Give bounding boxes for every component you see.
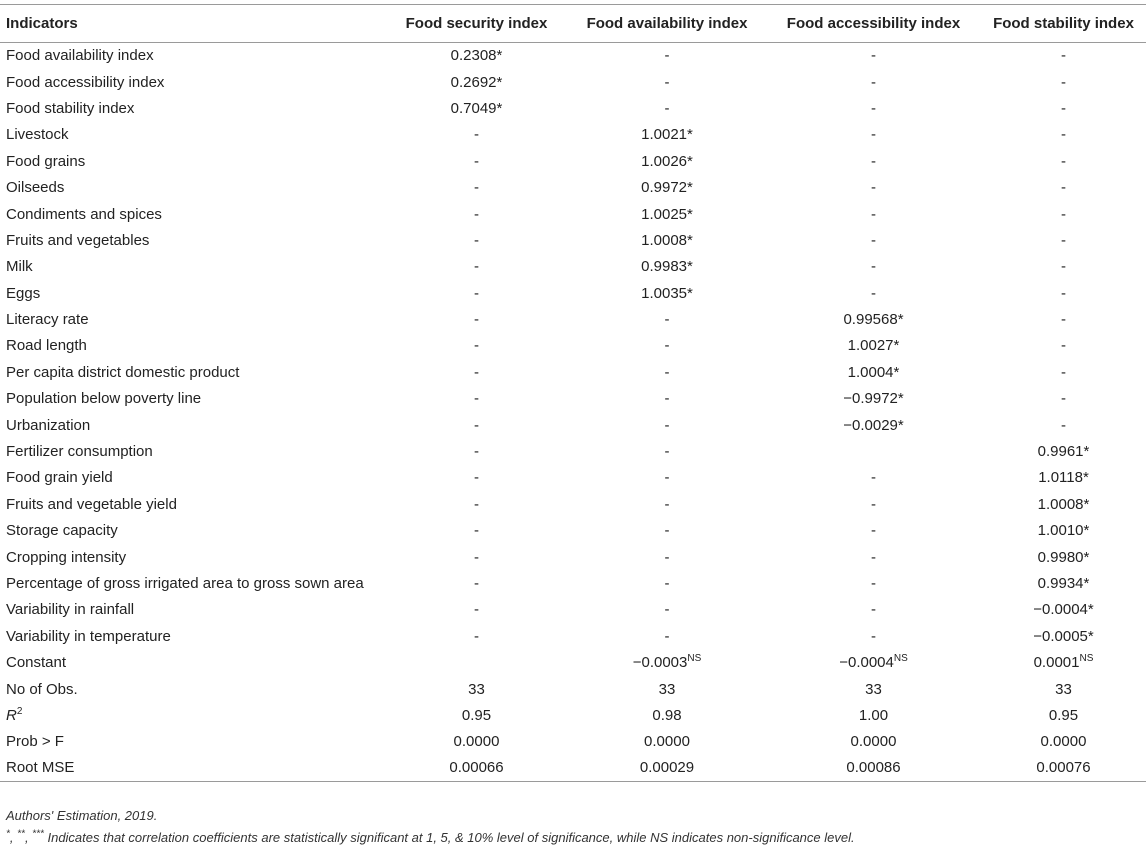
- cell-availability: -: [664, 522, 670, 540]
- cell-availability: -: [664, 548, 670, 566]
- cell-accessibility: −0.0029*: [843, 416, 904, 434]
- cell-stability: 0.00076: [981, 755, 1146, 781]
- cell-accessibility: 0.0000: [850, 733, 897, 751]
- cell-value: −0.0003: [632, 654, 688, 672]
- cell-accessibility: 1.00: [858, 706, 889, 724]
- cell-stability: 1.0008*: [1037, 495, 1090, 513]
- row-label: [0, 702, 385, 728]
- cell-availability: 1.0021*: [641, 126, 693, 144]
- table-row: [0, 227, 1146, 253]
- row-label: Milk: [6, 258, 33, 276]
- row-label: Storage capacity: [6, 522, 118, 540]
- cell-stability: -: [1061, 47, 1066, 65]
- cell-availability: -: [664, 311, 670, 329]
- cell-stability: 0.9961*: [1037, 443, 1090, 461]
- table-row: [0, 465, 1146, 491]
- header-food-security-index: Food security index: [385, 5, 568, 43]
- significance-note: [6, 827, 855, 849]
- table-row: [0, 69, 1146, 95]
- cell-accessibility: 1.0004*: [847, 363, 900, 381]
- row-label: Fruits and vegetables: [6, 231, 150, 249]
- cell-security: 0.7049*: [450, 99, 503, 117]
- table-row: [0, 570, 1146, 596]
- ns-marker: NS: [893, 653, 908, 665]
- table-row: [0, 623, 1146, 649]
- cell-security: -: [474, 152, 479, 170]
- table-row: [0, 254, 1146, 280]
- row-label: Per capita district domestic product: [6, 363, 240, 381]
- cell-accessibility: -: [871, 627, 876, 645]
- table-row: [0, 280, 1146, 306]
- row-label: Urbanization: [6, 416, 91, 434]
- table-header: [0, 5, 1146, 43]
- cell-stability: -: [1061, 311, 1066, 329]
- cell-stability: -: [1061, 205, 1066, 223]
- cell-accessibility: 33: [865, 680, 882, 698]
- cell-accessibility: -: [871, 47, 876, 65]
- cell-availability: [568, 649, 766, 675]
- cell-stability: 1.0010*: [1037, 522, 1090, 540]
- cell-accessibility: -: [871, 575, 876, 592]
- row-label: Fruits and vegetable yield: [6, 495, 177, 513]
- r-label: R: [6, 706, 17, 724]
- row-label: Prob > F: [6, 733, 64, 751]
- cell-availability: -: [664, 416, 670, 434]
- marker-2: **: [17, 828, 25, 840]
- cell-stability: −0.0005*: [1033, 627, 1094, 645]
- cell-availability: -: [664, 469, 670, 487]
- cell-security: -: [474, 258, 479, 276]
- cell-accessibility: -: [871, 522, 876, 540]
- cell-security: -: [474, 390, 479, 408]
- header-food-accessibility-index: Food accessibility index: [766, 5, 981, 43]
- cell-accessibility: -: [871, 99, 876, 117]
- table-row: [0, 306, 1146, 332]
- cell-stability: -: [1061, 337, 1066, 355]
- row-label: Livestock: [6, 126, 69, 144]
- cell-security: -: [474, 469, 479, 487]
- row-label: Root MSE: [0, 755, 385, 781]
- cell-security: [385, 649, 568, 675]
- row-label: Food stability index: [6, 99, 135, 117]
- cell-availability: -: [664, 73, 670, 91]
- cell-stability: -: [1061, 126, 1066, 144]
- row-label: Food grain yield: [6, 469, 113, 487]
- cell-availability: -: [664, 495, 670, 513]
- cell-accessibility: -: [871, 205, 876, 223]
- cell-security: -: [474, 627, 479, 645]
- cell-security: 33: [468, 680, 485, 698]
- header-indicators: Indicators: [0, 5, 385, 43]
- table-row: [0, 43, 1146, 69]
- marker-1: *: [6, 828, 10, 840]
- cell-stability: −0.0004*: [1033, 601, 1094, 619]
- cell-availability: 1.0026*: [641, 152, 693, 170]
- cell-accessibility: -: [871, 469, 876, 487]
- cell-accessibility: -: [871, 258, 876, 276]
- cell-availability: -: [664, 575, 670, 592]
- cell-security: -: [474, 363, 479, 381]
- cell-value: −0.0004: [839, 654, 894, 672]
- table-row: [0, 597, 1146, 623]
- row-label: Road length: [6, 337, 87, 355]
- r-squared-row: [0, 702, 1146, 728]
- cell-security: 0.00066: [385, 755, 568, 781]
- marker-sep: ,: [9, 830, 18, 845]
- cell-stability: -: [1061, 258, 1066, 276]
- cell-stability: 33: [1055, 680, 1072, 698]
- cell-stability: -: [1061, 363, 1066, 381]
- row-label: Oilseeds: [6, 179, 65, 197]
- obs-row: [0, 676, 1146, 702]
- cell-security: -: [474, 126, 479, 144]
- table-row: [0, 544, 1146, 570]
- r-label-sup: 2: [16, 705, 23, 717]
- table-body: [0, 43, 1146, 782]
- cell-security: 0.2308*: [450, 47, 503, 65]
- cell-stability: -: [1061, 231, 1066, 249]
- rmse-row: [0, 755, 1146, 781]
- row-label: Food grains: [6, 152, 86, 170]
- cell-availability: -: [664, 337, 670, 355]
- cell-stability: -: [1061, 390, 1066, 408]
- table-row: [0, 438, 1146, 464]
- cell-stability: 0.9934*: [1037, 575, 1090, 592]
- cell-availability: 1.0025*: [641, 205, 693, 223]
- cell-security: 0.2692*: [450, 73, 503, 91]
- prob-f-row: [0, 729, 1146, 755]
- cell-stability: -: [1061, 284, 1066, 302]
- cell-stability: 0.9980*: [1037, 548, 1090, 566]
- cell-accessibility: -: [871, 495, 876, 513]
- cell-security: -: [474, 311, 479, 329]
- header-food-availability-index: Food availability index: [568, 5, 766, 43]
- cell-security: -: [474, 205, 479, 223]
- cell-accessibility: 0.00086: [766, 755, 981, 781]
- cell-availability: -: [664, 99, 670, 117]
- cell-availability: 0.98: [652, 706, 682, 724]
- cell-accessibility: -: [871, 126, 876, 144]
- cell-security: 0.95: [461, 706, 492, 724]
- cell-security: -: [474, 495, 479, 513]
- cell-accessibility: -: [871, 152, 876, 170]
- row-label: Percentage of gross irrigated area to gross sown area: [6, 575, 364, 592]
- table-row: [0, 148, 1146, 174]
- cell-accessibility: 0.99568*: [843, 311, 904, 329]
- table-row: [0, 491, 1146, 517]
- row-label: Variability in temperature: [6, 627, 171, 645]
- cell-security: -: [474, 575, 479, 592]
- significance-text: Indicates that correlation coefficients are statistically significant at 1, 5, & 10% level of significance, while NS indicates non-significance level.: [43, 830, 855, 845]
- row-label: No of Obs.: [6, 680, 78, 698]
- cell-stability: -: [1061, 416, 1066, 434]
- marker-sep: ,: [24, 830, 33, 845]
- cell-availability: -: [664, 443, 670, 461]
- cell-availability: -: [664, 47, 670, 65]
- cell-availability: 0.00029: [568, 755, 766, 781]
- row-label: Variability in rainfall: [6, 601, 135, 619]
- cell-availability: 0.9972*: [641, 179, 693, 197]
- table-notes: [6, 805, 855, 849]
- cell-value: 0.0001: [1033, 654, 1080, 672]
- table-row: [0, 386, 1146, 412]
- cell-stability: -: [1061, 99, 1066, 117]
- cell-accessibility: -: [871, 179, 876, 197]
- cell-stability: 0.0000: [1040, 733, 1087, 751]
- cell-availability: 0.9983*: [641, 258, 693, 276]
- cell-security: -: [474, 548, 479, 566]
- row-label: Food accessibility index: [6, 73, 165, 91]
- cell-availability: -: [664, 390, 670, 408]
- row-label: Cropping intensity: [6, 548, 127, 566]
- cell-security: -: [474, 522, 479, 540]
- row-label: Eggs: [6, 284, 41, 302]
- cell-availability: -: [664, 363, 670, 381]
- cell-security: 0.0000: [453, 733, 500, 751]
- header-food-stability-index: Food stability index: [981, 5, 1146, 43]
- table-row: [0, 174, 1146, 200]
- cell-security: -: [474, 443, 479, 461]
- cell-accessibility: 1.0027*: [847, 337, 900, 355]
- table-row: [0, 95, 1146, 121]
- cell-stability: -: [1061, 152, 1066, 170]
- marker-3: ***: [32, 828, 44, 840]
- cell-availability: 1.0035*: [641, 284, 693, 302]
- cell-accessibility: -: [871, 601, 876, 619]
- cell-security: -: [474, 416, 479, 434]
- table-row: [0, 201, 1146, 227]
- cell-stability: 1.0118*: [1038, 469, 1089, 487]
- cell-accessibility: -: [871, 231, 876, 249]
- cell-accessibility: −0.9972*: [843, 390, 904, 408]
- table-row: [0, 359, 1146, 385]
- header-row: [0, 5, 1146, 43]
- cell-availability: -: [664, 601, 670, 619]
- ns-marker: NS: [1079, 653, 1094, 665]
- cell-stability: 0.95: [1048, 706, 1079, 724]
- row-label: Constant: [6, 654, 67, 672]
- cell-accessibility: [766, 438, 981, 464]
- cell-security: -: [474, 284, 479, 302]
- cell-security: -: [474, 179, 479, 197]
- row-label: Population below poverty line: [6, 390, 202, 408]
- cell-security: -: [474, 231, 479, 249]
- table-row: [0, 122, 1146, 148]
- table-row: [0, 518, 1146, 544]
- source-note: Authors' Estimation, 2019.: [6, 808, 158, 823]
- row-label: Condiments and spices: [6, 205, 162, 223]
- table-row: [0, 412, 1146, 438]
- cell-security: -: [474, 601, 479, 619]
- cell-stability: [981, 649, 1146, 675]
- row-label: Fertilizer consumption: [6, 443, 153, 461]
- cell-security: -: [474, 337, 479, 355]
- regression-table: [0, 4, 1146, 782]
- ns-marker: NS: [687, 653, 702, 665]
- constant-row: [0, 649, 1146, 675]
- cell-accessibility: [766, 649, 981, 675]
- cell-availability: -: [664, 627, 670, 645]
- row-label: Literacy rate: [6, 311, 89, 329]
- cell-accessibility: -: [871, 73, 876, 91]
- cell-stability: -: [1061, 179, 1066, 197]
- cell-availability: 1.0008*: [641, 231, 693, 249]
- cell-accessibility: -: [871, 284, 876, 302]
- cell-stability: -: [1061, 73, 1066, 91]
- row-label: Food availability index: [6, 47, 154, 65]
- cell-availability: 0.0000: [644, 733, 690, 751]
- table-row: [0, 333, 1146, 359]
- cell-availability: 33: [658, 680, 676, 698]
- cell-accessibility: -: [871, 548, 876, 566]
